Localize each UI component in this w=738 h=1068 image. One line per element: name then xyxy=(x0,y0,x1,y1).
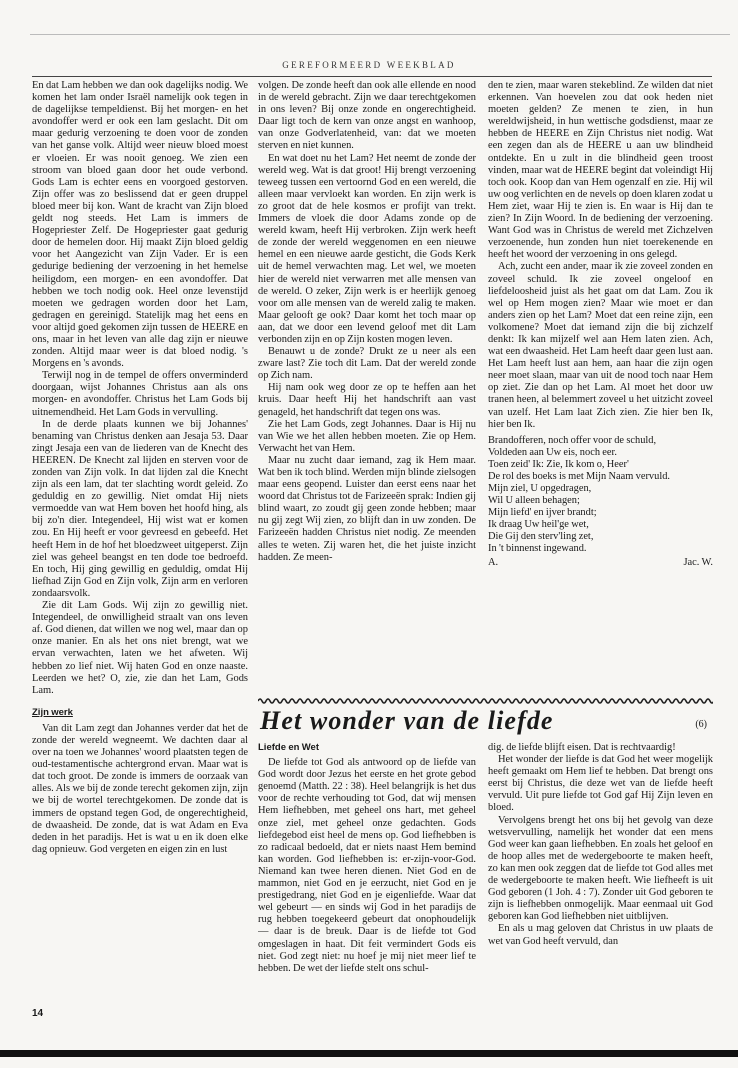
psalm-verse xyxy=(488,435,713,555)
paragraph: Terwijl nog in de tempel de offers onverminderd doorgaan, wijst Johannes Christus aan als ons morgen- en avondoffer. Christus het Lam Gods bij uitnemendheid. Het Lam Gods in vervulling. xyxy=(32,370,248,418)
paragraph: dig. de liefde blijft eisen. Dat is rechtvaardig! xyxy=(488,742,676,753)
poem-line: Voldeden aan Uw eis, noch eer. xyxy=(488,446,618,458)
running-header: GEREFORMEERD WEEKBLAD xyxy=(282,60,456,70)
paragraph: De liefde tot God als antwoord op de liefde van God wordt door Jezus het eerste en het grote gebod genoemd (Matth. 22 : 38). Heel belangrijk is het dus voor de rechte verhouding tot God, dat wij mensen Hem liefhebben, met geheel ons hart, met geheel onze ziel, met geheel onze gedachten. Gods liefdegebod eist heel de mens op. God liefhebben is zo radicaal bedoeld, dat er niets naast Hem bemind kan worden. God liefhebben is: er-zijn-voor-God. Niemand kan twee heren dienen. Niet God en de mammon, niet God en je eerzucht, niet God en je prestigedrang, niet God en je eigenliefde. Waar dat wel gebeurt — en sinds wij God in het paradijs de rug hebben toegekeerd gebeurt dat onophoudelijk — daar is de breuk. Daar is de liefde tot God omgeslagen in haat. Dit feit vermindert Gods eis niet. God zegt niet: nu hoef je mij niet meer lief te hebben. De wet der liefde stelt ons schul- xyxy=(258,757,476,974)
paragraph: Hij nam ook weg door ze op te heffen aan het kruis. Daar heeft Hij het handschrift aan vast genageld, het handschrift dat tegen ons was. xyxy=(258,382,476,418)
paragraph: Zie dit Lam Gods. Wij zijn zo gewillig niet. Integendeel, de onwilligheid straalt van ons leven af. God dienen, dat willen we nog wel, maar dan op onze manier. En als het ons niet brengt, wat we ervan verwachten, laten we het afweten. Wij hebben zo lief niet. Wij haten God en onze naaste. Leerden we het? O, zie, zie dan het Lam, Gods Lam. xyxy=(32,600,248,696)
page-number: 14 xyxy=(32,1008,44,1019)
column-1 xyxy=(32,80,248,1002)
wavy-divider xyxy=(258,696,713,706)
poem-line: Toen zeid' Ik: Zie, Ik kom o, Heer' xyxy=(488,458,629,470)
poem-line: Mijn liefd' en ijver brandt; xyxy=(488,506,597,518)
poem-line: Mijn ziel, U opgedragen, xyxy=(488,482,592,494)
section-heading: Zijn werk xyxy=(32,706,73,718)
poem-line: Brandofferen, noch offer voor de schuld, xyxy=(488,434,657,446)
article-subheading: Liefde en Wet xyxy=(258,742,319,753)
paragraph: Maar nu zucht daar iemand, zag ik Hem maar. Wat ben ik toch blind. Werden mijn blinde zielsogen maar eens geopend. Luister dan eerst eens naar het woord dat Christus tot de Farizeeën sprak: Indien gij blind waart, zo zoudt gij geen zonde hebben; maar nu gij zegt Wij zien, zo blijft dan in uw zonden. De Farizeeën hadden Christus niet nodig. Ze meenden alles te weten. Zij waren het, die het juiste inzicht hadden. Ze meen- xyxy=(258,454,476,563)
column-3 xyxy=(488,80,713,720)
paragraph: Van dit Lam zegt dan Johannes verder dat het de zonde der wereld wegneemt. We dachten daar al over na toen we Johannes' woord plaatsten tegen de oud-testamentische achtergrond ervan. Maar wat is dat toch groot. De zonde is immers de oorzaak van alles. Als we bij de zonde terecht gekomen zijn, zijn we bij de wortel terechtgekomen. De zonde dat is immers de opstand tegen God, de ongerechtigheid, de dwaasheid. De zonde, dat is wat Adam en Eva deden in het paradijs. Het is wat u en ik doen elke dag opnieuw. God vergeten en eigen zin en lust xyxy=(32,722,248,855)
article-column-right xyxy=(488,742,713,1004)
poem-line: De rol des boeks is met Mijn Naam vervuld. xyxy=(488,470,670,482)
poem-line: In 't binnenst ingewand. xyxy=(488,542,587,554)
paragraph: In de derde plaats kunnen we bij Johannes' benaming van Christus denken aan Jesaja 53. Daar zingt Jesaja een van de liederen van de Knecht des HEEREN. De Knecht zal lijden en sterven voor de zonden van Zijn volk. In dat lijden zal die Knecht zijn als een lam, dat ter slachting wordt geleid. Zo geduldig en zo gewillig. Niet omdat Hij niets vermoedde van wat Hem boven het hoofd hing, als bij zo'n dier. Integendeel, Hij wist wat er komen zou. En Hij heeft er voor gevreesd en gebeefd. Het heeft Hem in de hof het bloedzweet uitgeperst. Zijn ziel was geheel beangst en ten dode toe bedroefd. En toch, Hij ging gewillig en geduldig, omdat Hij liefhad Zijn God en Zijn volk, Zijn arm en verloren zondaarsvolk. xyxy=(32,418,248,599)
paragraph: En dat Lam hebben we dan ook dagelijks nodig. We komen het lam onder Israël namelijk ook tegen in de dagelijkse tempeldienst. Bij het morgen- en het avondoffer werd er ook een lam geslacht. Dit om maar gedurig verzoening te doen voor de zonden van het ganse volk. Altijd weer nieuw bloed moest er vloeien. Er was nooit genoeg. We zien een stroom van bloed gaan door het oude verbond. Gods Lam is echter eens en voorgoed gestorven. Zijn offer was zo beslissend dat er geen druppel bloed meer bij kon. Want de kracht van Zijn bloed geldt nog steeds. Het Lam is immers de Hogepriester Zelf. De Hogepriester gaat gedurig door de hemelen door. Hij maakt Zijn bloed geldig voor het Aangezicht van Zijn Vader. Er is een gedurige bediening der verzoening in het hemelse heiligdom, een morgen- en een avondoffer. Dat hebben we toch nodig ook. Heel onze levenstijd moeten we gedragen worden door het Lam, gedragen en gereinigd. Statelijk mag het eens en voor altijd goed gekomen zijn tussen de HEERE en ons, maar in het leven van alle dag zijn er nieuwe zonden. Altijd maar weer is dat bloed nodig. 's Morgens en 's avonds. xyxy=(32,80,248,370)
paragraph: En als u mag geloven dat Christus in uw plaats de wet van God heeft vervuld, dan xyxy=(488,923,713,947)
paragraph: volgen. De zonde heeft dan ook alle ellende en nood in de wereld gebracht. Zijn we daar terechtgekomen in ons leven? Bij onze zonde en ongerechtigheid. Daar ligt toch de kern van onze angst en wanhoop, van onze Godverlatenheid, van: dat we moeten sterven en niet kunnen. xyxy=(258,80,476,152)
poem-line: Die Gij den sterv'ling zet, xyxy=(488,530,594,542)
author-signature xyxy=(488,557,713,569)
article-part-number: (6) xyxy=(695,719,707,730)
article-column-left xyxy=(258,742,476,1004)
bottom-bar xyxy=(0,1050,738,1057)
paragraph: Ach, zucht een ander, maar ik zie zoveel zonden en zoveel schuld. Ik zie zoveel ongeloof en liefdeloosheid juist als het gaat om dat Lam. Zou ik wel op Hem mogen zien? Maar wie moet er dan anders zien op het Lam? Moet dat een reine zijn, een volkomene? Moet dat iemand zijn die bij zichzelf denkt: Ik kan mijzelf wel aan Hem laten zien. Ach, wat een dwaasheid. Het Lam heeft daar geen lust aan. Het Lam heeft lust aan hem, aan haar die zijn ogen neer moet slaan, maar van uit de nood toch naar Hem op ziet. Zie dan op het Lam. Al moet het door uw tranen heen, al belemmert zoveel u het uitzicht zoveel van uzelf. Het Lam laat Zich zien. Zie hier ben Ik, hier ben Ik. xyxy=(488,261,713,430)
paragraph: En wat doet nu het Lam? Het neemt de zonde der wereld weg. Wat is dat groot! Hij brengt verzoening teweeg tussen een vertoornd God en een wereld, die alleen maar vervloekt kan worden. En zijn werk is zo groot dat de hele kosmos er profijt van trekt. Immers de vloek die door Adams zonde op de wereld kwam, heeft Hij verbroken. Zijn werk heeft de zonde der wereld weggenomen en een nieuwe hemel en een nieuwe aarde gesticht, die Gods Kerk uit de hemel verwachten mag. Let wel, we moeten hier de wereld niet verwarren met alle mensen van de wereld. O zeker, Zijn werk is er heerlijk genoeg voor om alle mensen van de wereld zalig te maken. Maar gelooft ge ook? Daar komt het toch maar op aan, dat we door een levend geloof met dit Lam verbonden zijn en op Zijn kosten mogen leven. xyxy=(258,152,476,345)
article-title-row xyxy=(258,706,713,736)
article-title: Het wonder van de liefde xyxy=(260,706,554,735)
paragraph: Zie het Lam Gods, zegt Johannes. Daar is Hij nu van Wie we het allen hebben moeten. Zie op Hem. Verwacht het van Hem. xyxy=(258,418,476,454)
signature-initial: A. xyxy=(488,556,499,568)
paragraph: den te zien, maar waren stekeblind. Ze wilden dat niet erkennen. Van hoevelen zou dat ook heden niet moeten gelden? Ze menen te zien, in hun wereldwijsheid, in hun wettische godsdienst, maar ze hebben de HEERE en Zijn Christus niet nodig. Wat een zegen dan als de HEERE u aan uw blindheid ontdekte. En u zult in die blindheid geen troost vinden, maar wat de HEERE begint dat voleindigt Hij toch ook. Koop dan van Hem ogenzalf en zie. Hij wil uw oog verlichten en de nevels op doen klaren zodat u Hem ziet, waar Hij te zien is. En waar is Hij dan te zien? In Zijn Woord. In de bediening der verzoening. Want God was in Christus de wereld met Zichzelven verzoenende, hun zonden hun niet toerekenende en heeft het woord der verzoening in ons gelegd. xyxy=(488,80,713,261)
poem-line: Ik draag Uw heil'ge wet, xyxy=(488,518,589,530)
header-rule xyxy=(32,76,712,77)
paragraph: Vervolgens brengt het ons bij het gevolg van deze wetsvervulling, namelijk het wonder dat een mens God weer kan gaan liefhebben. En zoals het geloof en de hoop alles met de wedergeboorte te maken heeft, zo kan men ook zeggen dat de liefde tot God alles met de wedergeboorte te maken heeft. Wie liefheeft is uit God geboren (1 Joh. 4 : 7). Zonder uit God geboren te zijn is liefhebben onmogelijk. Maar eenmaal uit God geboren kan God liefhebben niet uitblijven. xyxy=(488,814,713,923)
poem-line: Wil U alleen behagen; xyxy=(488,494,580,506)
paragraph: Het wonder der liefde is dat God het weer mogelijk heeft gemaakt om Hem lief te hebben. Dat brengt ons eerst bij Christus, die deze wet van de liefde heeft vervuld. Uit pure liefde tot God gaf Hij Zijn leven en bloed. xyxy=(488,754,713,814)
signature-name: Jac. W. xyxy=(683,556,713,568)
paragraph: Benauwt u de zonde? Drukt ze u neer als een zware last? Zie toch dit Lam. Dat der wereld zonde op Zich nam. xyxy=(258,346,476,382)
top-scan-line xyxy=(30,34,730,35)
column-2 xyxy=(258,80,476,600)
